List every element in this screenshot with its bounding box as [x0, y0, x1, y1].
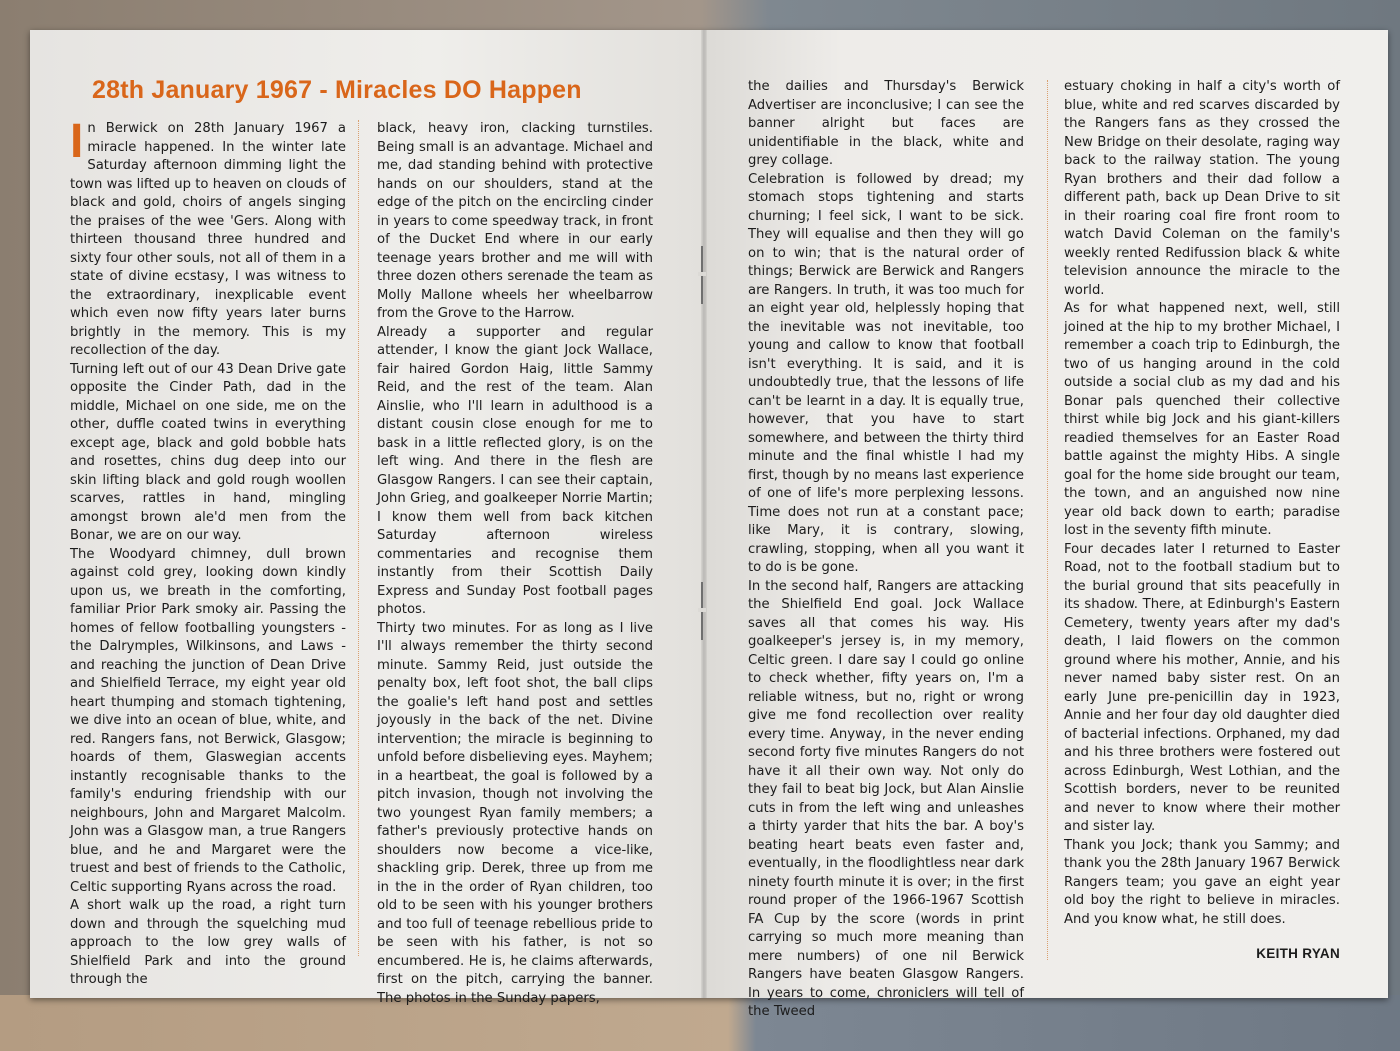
paragraph: [70, 115, 346, 361]
paragraph: A short walk up the road, a right turn down and through the squelching mud approach to the low grey walls of Shielfield Park and into the ground through the: [70, 898, 346, 987]
staple-bottom: [700, 582, 704, 640]
paragraph: Thank you Jock; thank you Sammy; and thank you the 28th January 1967 Berwick Rangers team; you gave an eight year old boy the right to believe in miracles. And you know what, he still does.: [1064, 837, 1340, 927]
paragraph: As for what happened next, well, still joined at the hip to my brother Michael, I remember a coach trip to Edinburgh, the two of us hanging around in the cold outside a social club as my dad and his Bonar pals quenched their collective thirst while big Jock and his giant-killers readied themselves for an Easter Road battle against the mighty Hibs. A single goal for the home side brought our team, the town, and an anguished now nine year old back down to earth; paradise lost in the seventy fifth minute.: [1064, 301, 1340, 538]
paragraph: Celebration is followed by dread; my stomach stops tightening and starts churning; I feel sick, I want to be sick. They will equalise and then they will go on to win; that is the natural order of things; Berwick are Berwick and Rangers are Rangers. In truth, it was too much for an eight year old, helplessly hoping that the inevitable was not inevitable, too young and callow to know that football isn't everything. It is said, and it is undoubtedly true, that the lessons of life can't be learnt in a day. It is equally true, however, that you have to start somewhere, and between the thirty third minute and the final whistle I had my first, though by no means last experience of one of life's more perplexing lessons. Time does not run at a constant pace; like Mary, it is contrary, slowing, crawling, stopping, when all you want it to do is be gone.: [748, 171, 1024, 575]
drop-cap: I: [70, 115, 84, 168]
column-divider: [1047, 80, 1048, 960]
article-title: 28th January 1967 - Miracles DO Happen: [92, 76, 582, 104]
text-column-4: [1064, 78, 1340, 961]
paragraph: Already a supporter and regular attender, I know the giant Jock Wallace, fair haired Gordon Haig, little Sammy Reid, and the rest of the team. Alan Ainslie, who I'll learn in adulthood is a distant cousin close enough for me to bask in a little reflected glory, is on the left wing. And there in the flesh are Glasgow Rangers. I can see their captain, John Grieg, and goalkeeper Norrie Martin; I know them well from back kitchen Saturday afternoon wireless commentaries and recognise them instantly from their Scottish Daily Express and Sunday Post football pages photos.: [377, 324, 653, 617]
paragraph: Thirty two minutes. For as long as I live I'll always remember the thirty second minute. Sammy Reid, just outside the penalty box, left foot shot, the ball clips the goalie's left hand post and settles joyously in the back of the net. Divine intervention; the miracle is beginning to unfold before disbelieving eyes. Mayhem; in a heartbeat, the goal is followed by a pitch invasion, though not involving the two youngest Ryan family members; a father's previously protective hands on shoulders now become a vice-like, shackling grip. Derek, three up from me in the in the order of Ryan children, too old to be seen with his younger brothers and too full of teenage rebellious pride to be seen with his father, is not so encumbered. He is, he claims afterwards, first on the pitch, carrying the banner. The photos in the Sunday papers,: [377, 620, 653, 1006]
open-booklet: [30, 30, 1388, 1019]
booklet-spine: [701, 30, 707, 998]
paragraph-text: n Berwick on 28th January 1967 a miracle happened. In the winter late Saturday afternoon dimming light the town was lifted up to heaven on clouds of black and gold, choirs of angels singing the praises of the wee 'Gers. Along with thirteen thousand three hundred and sixty four other souls, not all of them in a state of divine ecstasy, I was witness to the extraordinary, inexplicable event which even now fifty years later burns brightly in the memory. This is my recollection of the day.: [70, 121, 346, 358]
table-surface: [0, 995, 1400, 1051]
text-column-1: [70, 115, 346, 987]
paragraph: In the second half, Rangers are attacking the Shielfield End goal. Jock Wallace saves all that comes his way. His goalkeeper's jersey is, in my memory, Celtic green. I dare say I could go online to check whether, fifty years on, I'm a reliable witness, but no, right or wrong give me fond recollection over reality every time. Anyway, in the never ending second forty five minutes Rangers do not have it all their own way. Not only do they fail to beat big Jock, but Alan Ainslie cuts in from the left wing and unleashes a thirty yarder that hits the bar. A boy's beating heart beats even faster and, eventually, in the floodlightless near dark ninety fourth minute it is over; in the first round proper of the 1966-1967 Scottish FA Cup by the score (words in print carrying so much more meaning than mere numbers) of one nil Berwick Rangers have beaten Glasgow Rangers. In years to come, chroniclers will tell of the Tweed: [748, 578, 1024, 1019]
author-name: KEITH RYAN: [1256, 946, 1340, 961]
paragraph: Four decades later I returned to Easter Road, not to the football stadium but to the burial ground that sits peacefully in its shadow. There, at Edinburgh's Eastern Cemetery, twenty years after my dad's death, I laid flowers on the common ground where his mother, Annie, and his never named baby sister rest. On an early June pre-penicillin day in 1923, Annie and her four day old daughter died of bacterial infections. Orphaned, my dad and his three brothers were fostered out across Edinburgh, West Lothian, and the Scottish borders, never to be reunited and never to know where their mother and sister lay.: [1064, 541, 1340, 834]
paragraph: estuary choking in half a city's worth of blue, white and red scarves discarded by the Rangers fans as they crossed the New Bridge on their desolate, raging way back to the railway station. The young Ryan brothers and their dad follow a different path, back up Dean Drive to sit in their roaring coal fire front room to watch David Coleman on the family's weekly rented Redifussion black & white television announce the miracle to the world.: [1064, 79, 1340, 298]
paragraph: the dailies and Thursday's Berwick Advertiser are inconclusive; I can see the banner alright but faces are unidentifiable in the black, white and grey collage.: [748, 79, 1024, 168]
text-column-2: [377, 120, 653, 1006]
paragraph: black, heavy iron, clacking turnstiles. Being small is an advantage. Michael and me, dad standing behind with protective hands on our shoulders, stand at the edge of the pitch on the encircling cinder in years to come speedway track, in front of the Ducket End where in our early teenage years brother and me will with three dozen others serenade the team as Molly Mallone wheels her wheelbarrow from the Grove to the Harrow.: [377, 121, 653, 321]
text-column-3: [748, 78, 1024, 1019]
paragraph: The Woodyard chimney, dull brown against cold grey, looking down kindly upon us, we breath in the comforting, familiar Prior Park smoky air. Passing the homes of fellow footballing youngsters - the Dalrymples, Wilkinsons, and Laws - and reaching the junction of Dean Drive and Shielfield Terrace, my eight year old heart thumping and stomach tightening, we dive into an ocean of blue, white, and red. Rangers fans, not Berwick, Glasgow; hoards of them, Glaswegian accents instantly recognisable thanks to the family's enduring friendship with our neighbours, John and Margaret Malcolm. John was a Glasgow man, a true Rangers blue, and he and Margaret were the truest and best of friends to the Catholic, Celtic supporting Ryans across the road.: [70, 546, 346, 895]
column-divider: [358, 120, 359, 956]
paragraph: Turning left out of our 43 Dean Drive gate opposite the Cinder Path, dad in the middle, Michael on one side, me on the other, duffle coated twins in everything except age, black and gold bobble hats and rosettes, chins dug deep into our skin lifting black and gold rough woollen scarves, rattles in hand, mingling amongst brown ale'd men from the Bonar, we are on our way.: [70, 361, 346, 543]
staple-top: [700, 246, 704, 304]
